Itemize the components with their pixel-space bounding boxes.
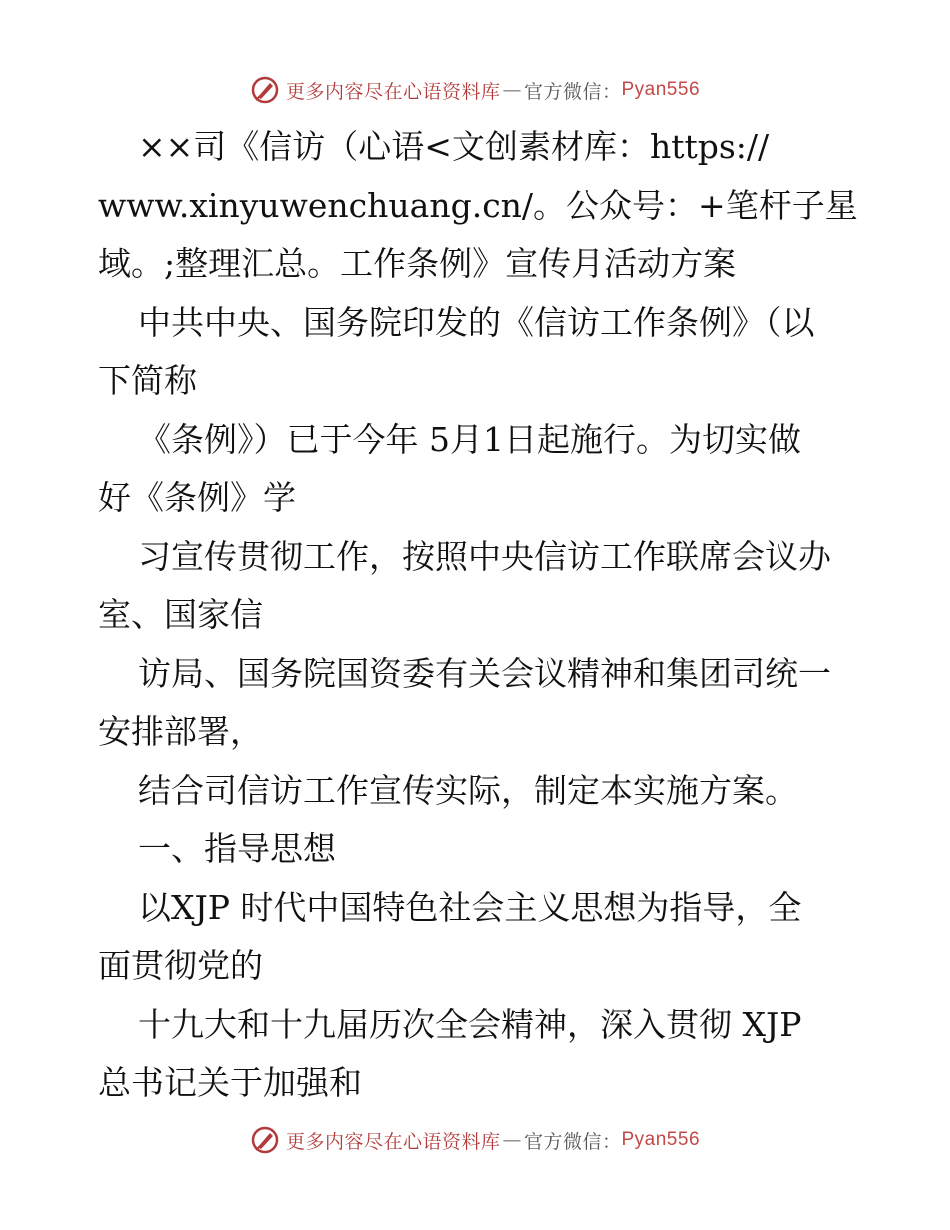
text-line: ××司《信访（心语<文创素材库：https:// [138, 127, 770, 166]
banner-text: 更多内容尽在心语资料库 [285, 1130, 501, 1153]
text-line: 中共中央、国务院印发的《信访工作条例》（以 [138, 302, 815, 342]
header-banner [0, 70, 950, 110]
text-line: 访局、国务院国资委有关会议精神和集团司统一 [138, 653, 831, 693]
text-line: 总书记关于加强和 [98, 1063, 362, 1102]
text-line: 好《条例》学 [98, 478, 296, 517]
banner-handle: Pyan556 [621, 79, 701, 100]
footer-banner [0, 1120, 950, 1160]
section-heading: 一、指导思想 [138, 829, 336, 868]
text-line: 下简称 [98, 361, 197, 400]
text-line: 域。;整理汇总。工作条例》宣传月活动方案 [98, 244, 737, 283]
text-line: 面贯彻党的 [98, 946, 263, 985]
text-line: 十九大和十九届历次全会精神，深入贯彻 XJP [138, 1004, 802, 1044]
banner-wechat-label: 官方微信： [523, 80, 622, 103]
banner-handle: Pyan556 [621, 1129, 701, 1150]
quill-logo-icon [250, 1125, 280, 1155]
document-body [98, 118, 878, 1113]
text-line: 习宣传贯彻工作，按照中央信访工作联席会议办 [138, 536, 831, 576]
banner-text: 更多内容尽在心语资料库 [285, 80, 501, 103]
banner-wechat-label: 官方微信： [523, 1130, 622, 1153]
text-line: 安排部署， [98, 712, 263, 751]
text-line: 结合司信访工作宣传实际，制定本实施方案。 [138, 770, 798, 810]
text-line: www.xinyuwenchuang.cn/。公众号：+笔杆子星 [98, 185, 858, 225]
quill-logo-icon [250, 75, 280, 105]
banner-dash: — [502, 79, 522, 101]
text-line: 以XJP 时代中国特色社会主义思想为指导，全 [138, 887, 802, 927]
text-line: 室、国家信 [98, 595, 263, 634]
banner-dash: — [502, 1129, 522, 1151]
text-line: 《条例》）已于今年 5月1日起施行。为切实做 [138, 419, 801, 459]
